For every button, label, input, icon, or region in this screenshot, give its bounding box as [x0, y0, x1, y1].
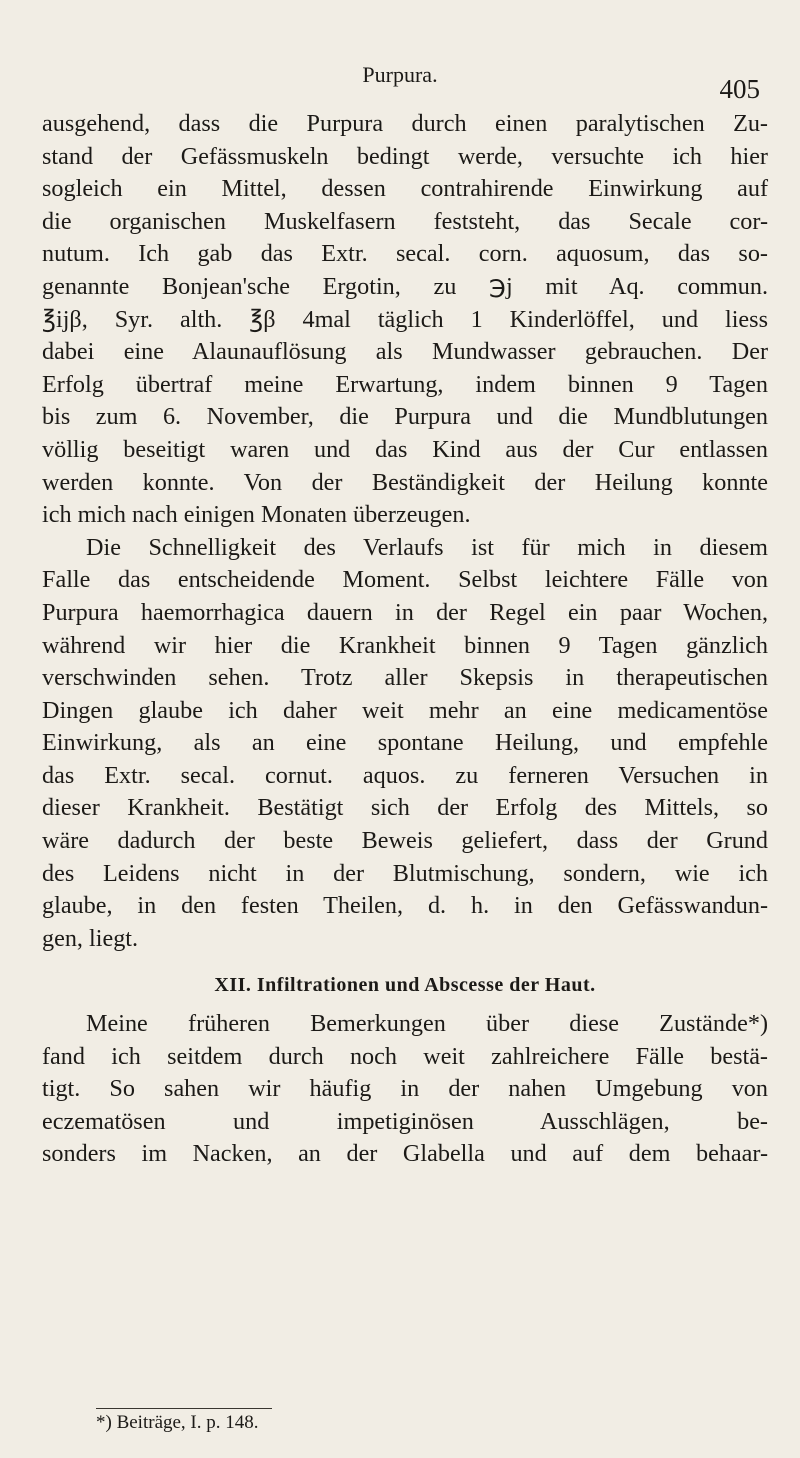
text-line: Purpura haemorrhagica dauern in der Regel ein paar Wochen, [42, 598, 768, 626]
text-line: eczematösen und impetiginösen Ausschlägen, be- [42, 1107, 768, 1135]
paragraph-1 [42, 108, 768, 532]
text-line: dieser Krankheit. Bestätigt sich der Erfolg des Mittels, so [42, 794, 768, 822]
paragraph-3 [42, 1008, 768, 1171]
running-title: Purpura. [362, 62, 438, 87]
text-line: dabei eine Alaunauflösung als Mundwasser gebrauchen. Der [42, 338, 768, 366]
text-line: gen, liegt. [42, 924, 139, 952]
text-line: Erfolg übertraf meine Erwartung, indem binnen 9 Tagen [42, 370, 768, 398]
text-line: genannte Bonjean'sche Ergotin, zu ℈j mit Aq. commun. [42, 272, 768, 300]
paragraph-2 [42, 532, 768, 956]
text-line: wäre dadurch der beste Beweis geliefert, dass der Grund [42, 827, 768, 855]
text-line: sonders im Nacken, an der Glabella und auf dem behaar- [42, 1140, 768, 1168]
text-line: die organischen Muskelfasern feststeht, das Secale cor- [42, 207, 768, 235]
text-line: glaube, in den festen Theilen, d. h. in den Gefässwandun- [42, 892, 768, 920]
footnote-divider [96, 1408, 272, 1409]
text-line: stand der Gefässmuskeln bedingt werde, versuchte ich hier [42, 142, 768, 170]
text-line: völlig beseitigt waren und das Kind aus der Cur entlassen [42, 435, 768, 463]
text-line: während wir hier die Krankheit binnen 9 Tagen gänzlich [42, 631, 768, 659]
text-line: sogleich ein Mittel, dessen contrahirende Einwirkung auf [42, 175, 768, 203]
text-line: Falle das entscheidende Moment. Selbst leichtere Fälle von [42, 566, 768, 594]
text-line: tigt. So sahen wir häufig in der nahen Umgebung von [42, 1075, 768, 1103]
text-line: ℥ijβ, Syr. alth. ℥β 4mal täglich 1 Kinderlöffel, und liess [42, 305, 768, 333]
text-line: werden konnte. Von der Beständigkeit der Heilung konnte [42, 468, 768, 496]
page-header [40, 58, 760, 108]
text-line: ich mich nach einigen Monaten überzeugen. [42, 501, 471, 529]
text-line: fand ich seitdem durch noch weit zahlreichere Fälle bestä- [42, 1042, 768, 1070]
text-line: das Extr. secal. cornut. aquos. zu ferneren Versuchen in [42, 761, 768, 789]
text-line: Die Schnelligkeit des Verlaufs ist für mich in diesem [86, 533, 768, 561]
text-line: Meine früheren Bemerkungen über diese Zustände*) [86, 1010, 768, 1038]
footnote: *) Beiträge, I. p. 148. [96, 1412, 259, 1433]
text-line: Dingen glaube ich daher weit mehr an eine medicamentöse [42, 696, 768, 724]
page-number: 405 [719, 74, 760, 104]
text-line: verschwinden sehen. Trotz aller Skepsis in therapeutischen [42, 664, 768, 692]
text-line: ausgehend, dass die Purpura durch einen paralytischen Zu- [42, 110, 768, 137]
text-line: des Leidens nicht in der Blutmischung, sondern, wie ich [42, 859, 768, 887]
text-line: bis zum 6. November, die Purpura und die Mundblutungen [42, 403, 768, 431]
section-heading: XII. Infiltrationen und Abscesse der Haut. [214, 974, 596, 997]
body-text [42, 108, 768, 1171]
text-line: nutum. Ich gab das Extr. secal. corn. aquosum, das so- [42, 240, 768, 268]
text-line: Einwirkung, als an eine spontane Heilung, und empfehle [42, 729, 768, 757]
